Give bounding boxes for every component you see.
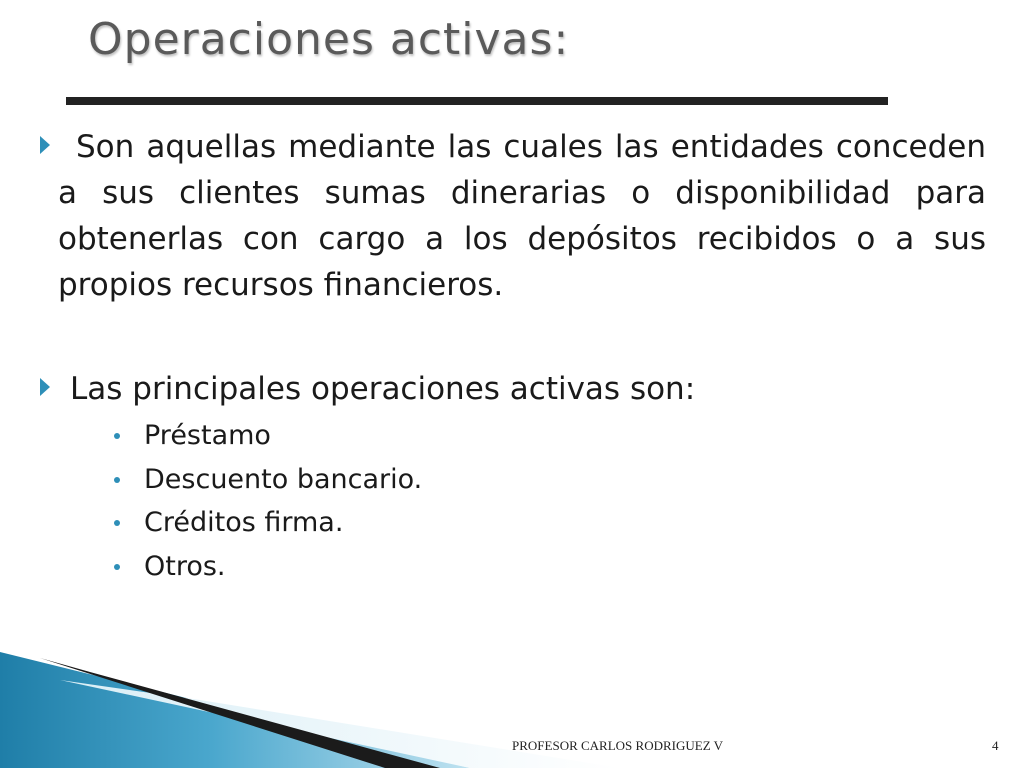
sub-bullet-text: Otros.: [144, 550, 226, 582]
sub-bullet-text: Préstamo: [144, 420, 271, 451]
bullet-text-1: Son aquellas mediante las cuales las entidades conceden a sus clientes sumas dinerarias o disponibilidad para obtenerlas con cargo a los depósitos recibidos o a sus propios recursos financieros.: [58, 129, 986, 303]
page-number: 4: [992, 738, 999, 753]
sub-bullet-text: Descuento bancario.: [144, 463, 423, 495]
footer-author: PROFESOR CARLOS RODRIGUEZ V: [512, 738, 724, 753]
sub-bullet-text: Créditos firma.: [144, 507, 344, 538]
slide-title: Operaciones activas:: [88, 14, 570, 65]
bullet-text-2: Las principales operaciones activas son:: [70, 371, 696, 407]
